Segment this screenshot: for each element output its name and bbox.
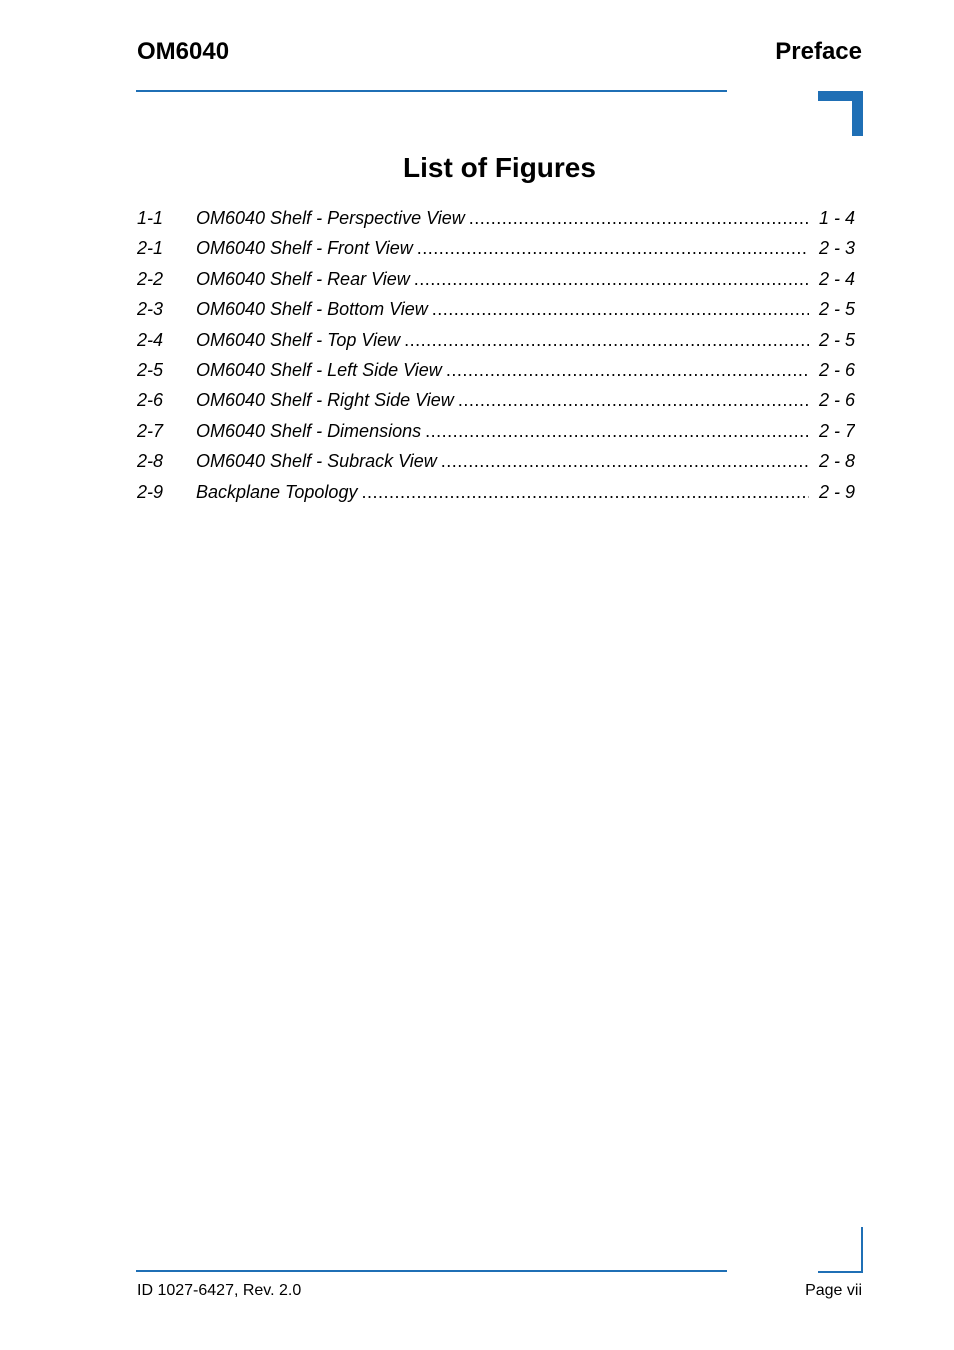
figure-number: 2-6 xyxy=(137,390,164,411)
figure-title: Backplane Topology xyxy=(196,481,358,502)
figure-number: 2-3 xyxy=(137,299,164,320)
figure-title: OM6040 Shelf - Perspective View xyxy=(196,208,465,228)
figure-entry[interactable] xyxy=(137,233,855,263)
corner-bracket-top-decoration xyxy=(818,91,863,136)
dot-leader xyxy=(414,264,809,294)
figure-entry[interactable] xyxy=(137,477,855,507)
figure-number: 2-4 xyxy=(137,329,164,350)
figure-number: 2-5 xyxy=(137,359,164,380)
dot-leader xyxy=(432,294,809,324)
figure-entry[interactable] xyxy=(137,385,855,415)
figure-entry[interactable] xyxy=(137,264,855,294)
figure-page: 1 - 4 xyxy=(818,208,855,228)
figure-title: OM6040 Shelf - Dimensions xyxy=(196,420,422,441)
figure-entry[interactable] xyxy=(137,416,855,446)
figure-page: 2 - 7 xyxy=(818,420,855,441)
figure-page: 2 - 8 xyxy=(818,451,855,472)
figure-page: 2 - 3 xyxy=(818,238,855,259)
figure-number: 2-9 xyxy=(137,481,164,502)
figure-page: 2 - 9 xyxy=(818,481,855,502)
figure-title: OM6040 Shelf - Subrack View xyxy=(196,451,437,472)
dot-leader xyxy=(361,477,809,507)
figure-page: 2 - 5 xyxy=(818,299,855,320)
figure-entry[interactable] xyxy=(137,355,855,385)
dot-leader xyxy=(417,233,809,263)
header-product-name: OM6040 xyxy=(137,38,230,65)
dot-leader xyxy=(425,416,809,446)
figure-entry[interactable] xyxy=(137,446,855,476)
figure-number: 2-8 xyxy=(137,451,164,472)
figure-number: 2-7 xyxy=(137,420,164,441)
list-of-figures xyxy=(137,203,855,507)
figure-title: OM6040 Shelf - Left Side View xyxy=(196,359,442,380)
dot-leader xyxy=(446,355,809,385)
page-title: List of Figures xyxy=(403,152,596,183)
figure-title: OM6040 Shelf - Right Side View xyxy=(196,390,454,411)
footer-document-id: ID 1027-6427, Rev. 2.0 xyxy=(137,1282,302,1299)
figure-number: 1-1 xyxy=(137,208,164,228)
figure-title: OM6040 Shelf - Bottom View xyxy=(196,299,428,320)
figure-number: 2-1 xyxy=(137,238,164,259)
figure-title: OM6040 Shelf - Top View xyxy=(196,329,401,350)
figure-title: OM6040 Shelf - Front View xyxy=(196,238,413,259)
figure-page: 2 - 6 xyxy=(818,390,855,411)
header-divider xyxy=(136,90,727,92)
figure-page: 2 - 4 xyxy=(818,268,855,289)
figure-number: 2-2 xyxy=(137,268,164,289)
footer-divider xyxy=(136,1270,727,1272)
figure-page: 2 - 6 xyxy=(818,359,855,380)
figure-page: 2 - 5 xyxy=(818,329,855,350)
corner-bracket-bottom-decoration xyxy=(818,1227,863,1273)
figure-entry[interactable] xyxy=(137,294,855,324)
figure-entry[interactable] xyxy=(137,203,855,233)
dot-leader xyxy=(404,325,809,355)
dot-leader xyxy=(458,385,809,415)
figure-entry[interactable] xyxy=(137,325,855,355)
dot-leader xyxy=(469,203,809,233)
footer-page-number: Page vii xyxy=(805,1282,862,1299)
dot-leader xyxy=(441,446,809,476)
header-section-name: Preface xyxy=(775,38,862,65)
figure-title: OM6040 Shelf - Rear View xyxy=(196,268,410,289)
